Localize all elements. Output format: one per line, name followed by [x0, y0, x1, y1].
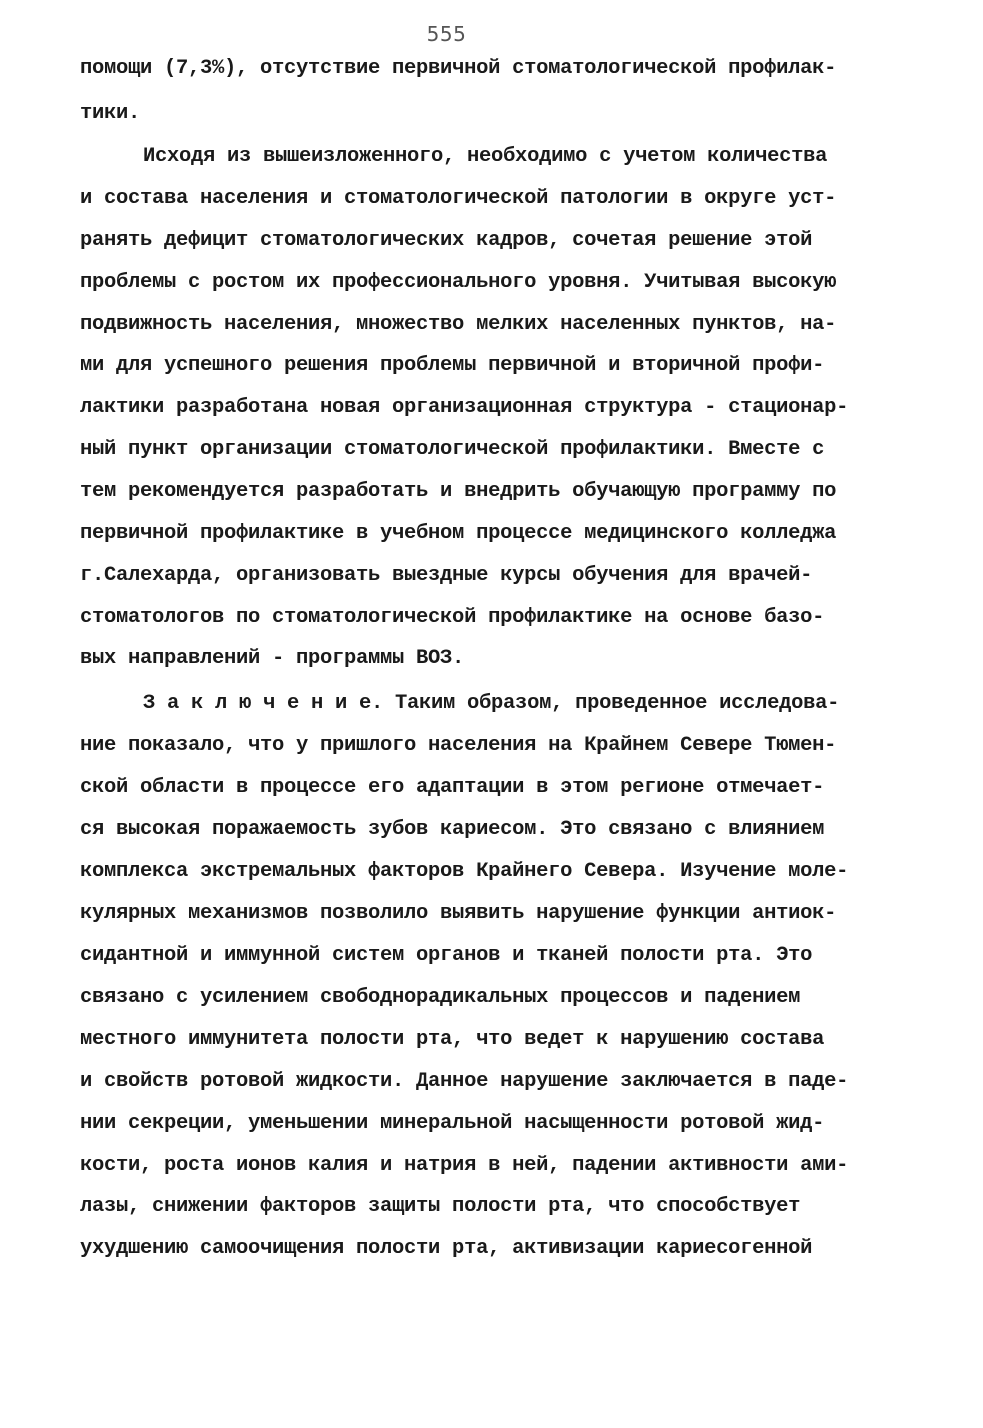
- text-line: помощи (7,3%), отсутствие первичной стоматологической профилак-: [80, 57, 837, 80]
- text-line: кулярных механизмов позволило выявить нарушение функции антиок-: [80, 902, 837, 925]
- text-line: г.Салехарда, организовать выездные курсы обучения для врачей-: [80, 564, 813, 587]
- text-line: ской области в процессе его адаптации в этом регионе отмечает-: [80, 776, 825, 799]
- text-line: стоматологов по стоматологической профилактике на основе базо-: [80, 606, 825, 629]
- page-number: 555: [426, 22, 467, 46]
- text-line: и состава населения и стоматологической патологии в округе уст-: [80, 187, 837, 210]
- text-line: кости, роста ионов калия и натрия в ней, падении активности ами-: [80, 1154, 849, 1177]
- text-line: ся высокая поражаемость зубов кариесом. Это связано с влиянием: [80, 818, 825, 841]
- text-line: тем рекомендуется разработать и внедрить обучающую программу по: [80, 480, 837, 503]
- text-line: ухудшению самоочищения полости рта, активизации кариесогенной: [80, 1237, 813, 1260]
- text-line: нии секреции, уменьшении минеральной насыщенности ротовой жид-: [80, 1112, 825, 1135]
- text-line: местного иммунитета полости рта, что ведет к нарушению состава: [80, 1028, 825, 1051]
- text-line: комплекса экстремальных факторов Крайнего Севера. Изучение моле-: [80, 860, 849, 883]
- text-line: подвижность населения, множество мелких населенных пунктов, на-: [80, 313, 837, 336]
- text-line: Исходя из вышеизложенного, необходимо с учетом количества: [143, 145, 828, 168]
- text-line: сидантной и иммунной систем органов и тканей полости рта. Это: [80, 944, 813, 967]
- text-line: ранять дефицит стоматологических кадров, сочетая решение этой: [80, 229, 813, 252]
- text-line: ние показало, что у пришлого населения на Крайнем Севере Тюмен-: [80, 734, 837, 757]
- text-line: вых направлений - программы ВОЗ.: [80, 647, 465, 670]
- text-line: лазы, снижении факторов защиты полости рта, что способствует: [80, 1195, 801, 1218]
- text-line: первичной профилактике в учебном процессе медицинского колледжа: [80, 522, 837, 545]
- text-line: ми для успешного решения проблемы первичной и вторичной профи-: [80, 354, 825, 377]
- text-line: связано с усилением свободнорадикальных процессов и падением: [80, 986, 801, 1009]
- text-line: проблемы с ростом их профессионального уровня. Учитывая высокую: [80, 271, 837, 294]
- text-line: и свойств ротовой жидкости. Данное нарушение заключается в паде-: [80, 1070, 849, 1093]
- text-line: лактики разработана новая организационная структура - стационар-: [80, 396, 849, 419]
- text-line: тики.: [80, 102, 141, 125]
- text-line: З а к л ю ч е н и е. Таким образом, проведенное исследова-: [143, 692, 840, 715]
- text-line: ный пункт организации стоматологической профилактики. Вместе с: [80, 438, 825, 461]
